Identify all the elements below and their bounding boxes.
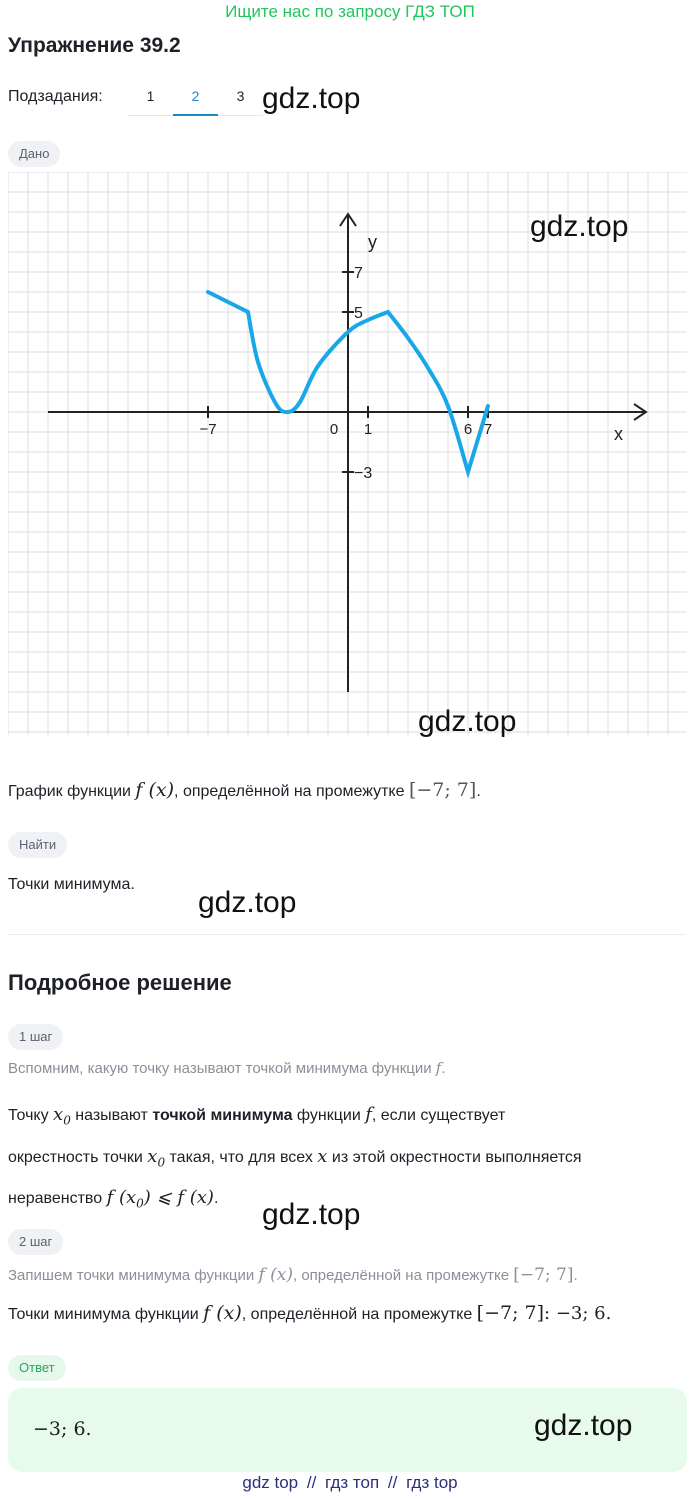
footer-link-1[interactable]: gdz top: [242, 1473, 299, 1492]
step1-hint-after: .: [441, 1060, 446, 1077]
text: , определённой на промежутке: [293, 1267, 514, 1284]
interval: [−7; 7]: [476, 1302, 545, 1324]
f-of-x: f (x): [258, 1265, 293, 1285]
watermark: gdz.top: [530, 210, 629, 243]
footer-separator: //: [387, 1473, 398, 1492]
given-badge: Дано: [8, 141, 60, 167]
footer-link-3[interactable]: гдз top: [406, 1473, 458, 1492]
f-of-x: f (x): [203, 1302, 242, 1324]
given-interval: [−7; 7]: [408, 779, 477, 801]
function-graph: [8, 172, 687, 735]
answer-value: −3; 6.: [33, 1418, 92, 1440]
text: называют: [70, 1107, 153, 1124]
given-text-middle: , определённой на промежутке: [174, 783, 409, 800]
text: .: [573, 1267, 578, 1284]
y-axis-label: y: [368, 232, 377, 252]
text: , определённой на промежутке: [241, 1306, 477, 1323]
x-tick-label: 1: [363, 421, 373, 438]
watermark: gdz.top: [262, 82, 361, 115]
search-banner: Ищите нас по запросу ГДЗ ТОП: [225, 2, 475, 21]
text: , если существует: [371, 1107, 506, 1124]
find-text: Точки минимума.: [8, 876, 135, 893]
x0: [53, 1104, 71, 1128]
f-symbol: f: [365, 1104, 372, 1125]
given-function: f (x): [135, 779, 175, 801]
x0-subscript: 0: [63, 1113, 71, 1128]
subtasks-label: Подзадания:: [8, 88, 103, 105]
text: Точки минимума функции: [8, 1306, 204, 1323]
ineq-right: f (x): [177, 1187, 214, 1209]
ineq-left: f (x: [106, 1187, 137, 1209]
interval: [−7; 7]: [513, 1265, 574, 1285]
text: .: [213, 1190, 219, 1208]
solution-heading: Подробное решение: [8, 970, 232, 995]
x-tick-label: −7: [199, 421, 217, 438]
subtask-tab-2[interactable]: 2: [173, 80, 218, 116]
footer-links: [0, 1473, 700, 1493]
given-text: [8, 779, 481, 801]
find-badge: Найти: [8, 832, 67, 858]
section-divider: [8, 934, 686, 935]
x-tick-label: 7: [483, 421, 493, 438]
footer-link-2[interactable]: гдз топ: [325, 1473, 380, 1492]
minimum-points: : −3; 6.: [544, 1303, 612, 1324]
y-tick-label: −3: [354, 465, 373, 482]
page-title: Упражнение 39.2: [8, 34, 181, 57]
x0-base: x: [147, 1145, 158, 1167]
step2-hint: [8, 1265, 578, 1285]
given-text-after: .: [476, 783, 481, 800]
x-axis-label: x: [614, 424, 623, 444]
watermark: gdz.top: [262, 1198, 361, 1231]
watermark: gdz.top: [198, 886, 297, 919]
x0-subscript: 0: [157, 1155, 166, 1170]
x-symbol: x: [317, 1145, 328, 1167]
step2-badge: 2 шаг: [8, 1229, 63, 1255]
text: Точку: [8, 1107, 54, 1124]
step1-line2: [8, 1139, 688, 1181]
y-tick-label: 5: [354, 305, 363, 322]
axes: [48, 214, 646, 692]
text: неравенство: [8, 1190, 107, 1208]
ineq-rel: ) ⩽: [143, 1187, 178, 1209]
subtask-tabs: [128, 80, 263, 116]
text: Запишем точки минимума функции: [8, 1267, 259, 1284]
watermark: gdz.top: [534, 1409, 633, 1442]
answer-badge: Ответ: [8, 1355, 66, 1381]
subtask-tab-1[interactable]: 1: [146, 88, 155, 104]
x-tick-label: 6: [463, 421, 473, 438]
bold-term: точкой минимума: [152, 1107, 293, 1124]
step2-result: [8, 1302, 611, 1324]
step1-hint-before: Вспомним, какую точку называют точкой минимума функции: [8, 1060, 436, 1077]
x0-subscript: 0: [136, 1196, 144, 1211]
text: такая, что для всех: [165, 1148, 318, 1166]
y-tick-label: 7: [354, 265, 363, 282]
watermark: gdz.top: [418, 705, 517, 738]
tick-labels: [199, 232, 623, 482]
subtask-tab-3[interactable]: 3: [236, 88, 245, 104]
step1-badge: 1 шаг: [8, 1024, 63, 1050]
step1-hint: [8, 1059, 446, 1077]
given-text-before: График функции: [8, 783, 136, 800]
text: окрестность точки: [8, 1148, 148, 1166]
x0-base: x: [53, 1104, 64, 1125]
footer-separator: //: [306, 1473, 317, 1492]
inequality: [106, 1187, 214, 1211]
step1-line1: [8, 1097, 688, 1139]
x-tick-label: 0: [329, 421, 339, 438]
step1-hint-f: f: [435, 1059, 442, 1077]
x0: [147, 1145, 166, 1170]
graph-svg: [8, 172, 687, 735]
text: из этой окрестности выполняется: [327, 1148, 582, 1166]
text: функции: [292, 1107, 366, 1124]
